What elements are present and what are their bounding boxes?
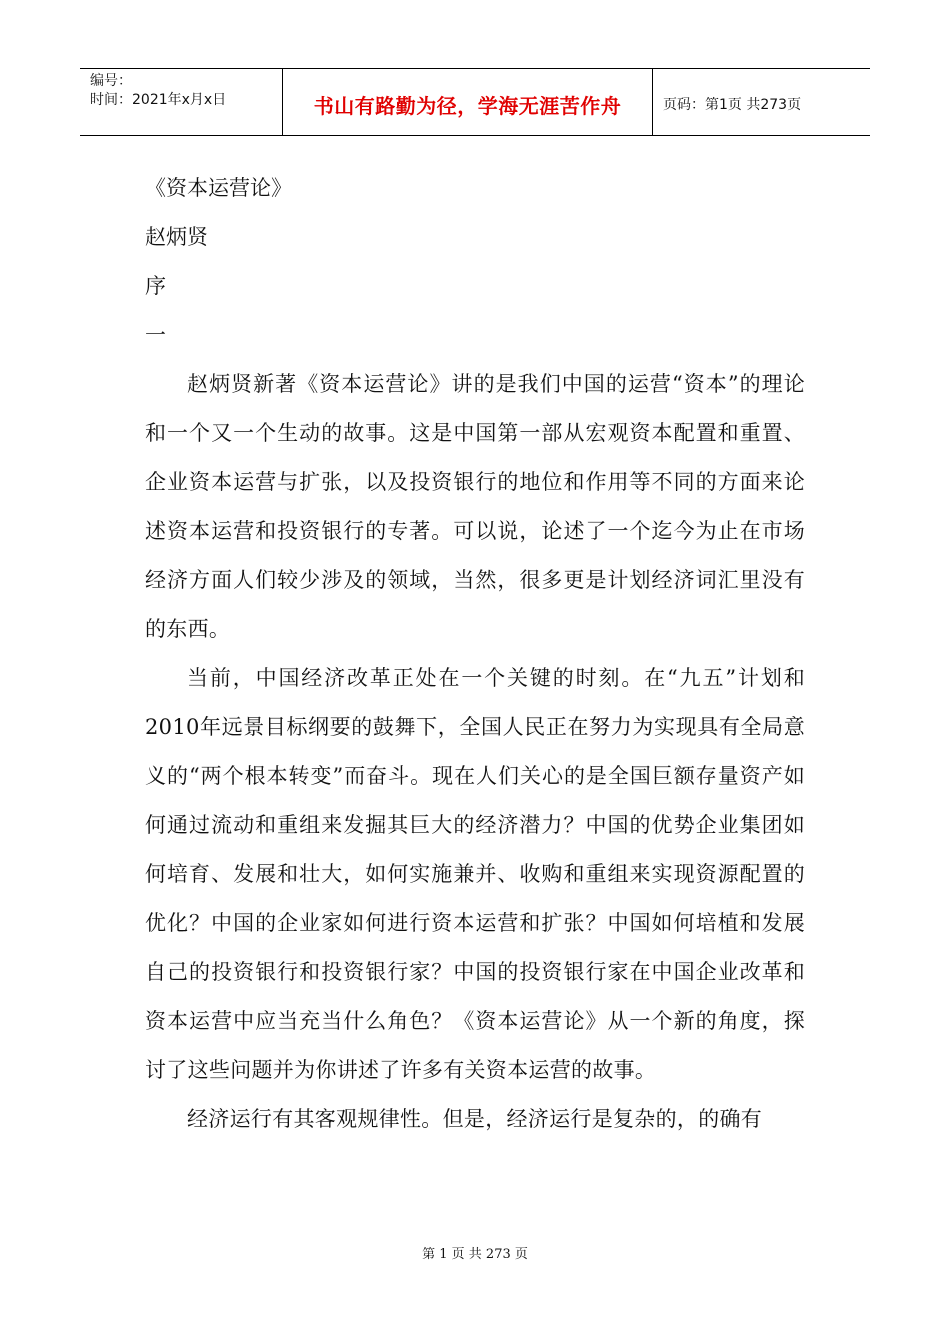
page-header bbox=[80, 68, 870, 136]
header-meta bbox=[80, 69, 282, 135]
paragraph: 经济运行有其客观规律性。但是，经济运行是复杂的，的确有 bbox=[187, 1107, 763, 1131]
document-author: 赵炳贤 bbox=[145, 225, 208, 249]
document-title: 《资本运营论》 bbox=[145, 176, 292, 200]
header-page-info: 页码：第1页 共273页 bbox=[663, 97, 802, 113]
header-motto-cell bbox=[282, 69, 653, 135]
document-date: 时间：2021年x月x日 bbox=[90, 92, 227, 108]
document-number-label: 编号： bbox=[90, 73, 132, 89]
section-heading: 序 bbox=[145, 274, 166, 298]
document-body bbox=[145, 164, 805, 1144]
page-footer: 第 1 页 共 273 页 bbox=[422, 1247, 528, 1262]
paragraph: 赵炳贤新著《资本运营论》讲的是我们中国的运营“资本”的理论和一个又一个生动的故事。这是中国第一部从宏观资本配置和重置、企业资本运营与扩张，以及投资银行的地位和作用等不同的方面来论述资本运营和投资银行的专著。可以说，论述了一个迄今为止在市场经济方面人们较少涉及的领域，当然，很多更是计划经济词汇里没有的东西。 bbox=[145, 372, 805, 641]
subsection-heading: 一 bbox=[145, 323, 166, 347]
header-motto: 书山有路勤为径，学海无涯苦作舟 bbox=[313, 93, 622, 118]
paragraph: 当前，中国经济改革正处在一个关键的时刻。在“九五”计划和2010年远景目标纲要的鼓舞下，全国人民正在努力为实现具有全局意义的“两个根本转变”而奋斗。现在人们关心的是全国巨额存量资产如何通过流动和重组来发掘其巨大的经济潜力？中国的优势企业集团如何培育、发展和壮大，如何实施兼并、收购和重组来实现资源配置的优化？中国的企业家如何进行资本运营和扩张？中国如何培植和发展自己的投资银行和投资银行家？中国的投资银行家在中国企业改革和资本运营中应当充当什么角色？《资本运营论》从一个新的角度，探讨了这些问题并为你讲述了许多有关资本运营的故事。 bbox=[145, 666, 805, 1082]
